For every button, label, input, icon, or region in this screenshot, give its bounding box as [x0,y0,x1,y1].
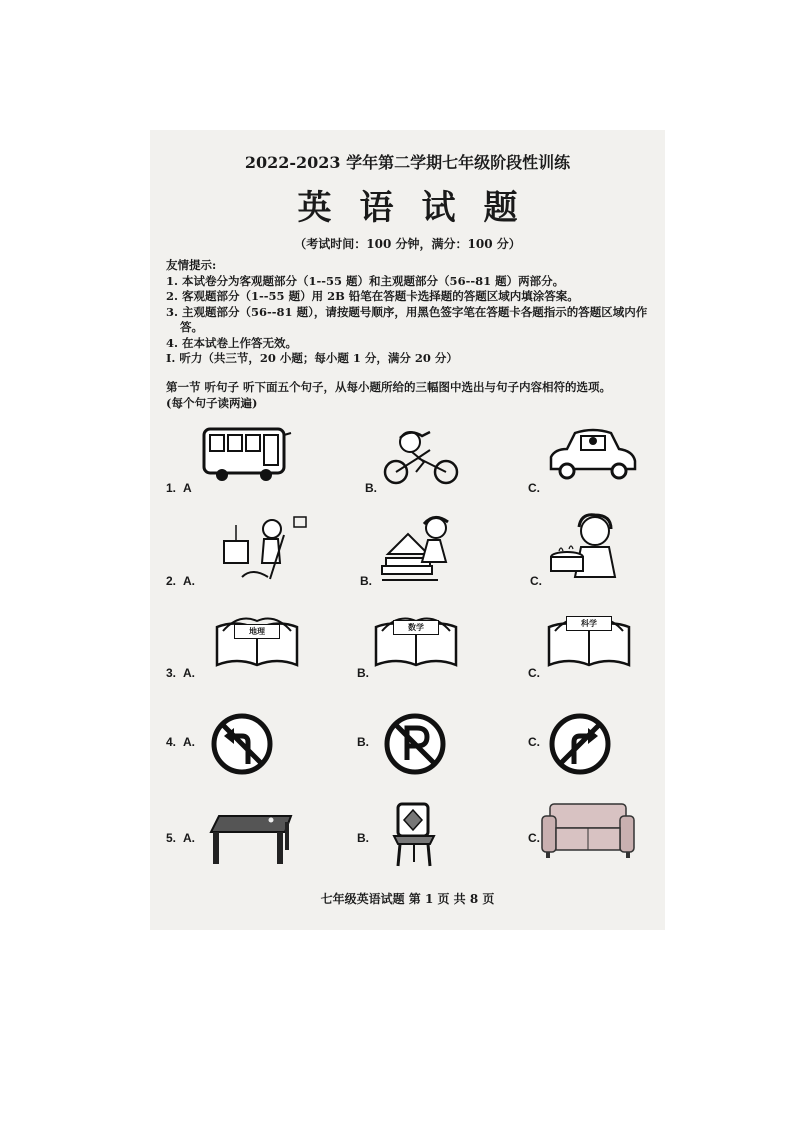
chair-icon [390,800,440,868]
exam-info: （考试时间：100 分钟，满分：100 分） [294,237,521,251]
no-left-turn-icon [210,712,274,776]
no-right-turn-icon [548,712,612,776]
tip-item: 4. 在本试卷上作答无效。 [166,335,298,350]
tip-item: 1. 本试卷分为客观题部分（1--55 题）和主观题部分（56--81 题）两部分。 [166,273,565,288]
option-a-label: A. [183,574,195,588]
question-number: 1. [166,481,177,495]
section-instructions [166,380,661,411]
exam-title: 2022-2023 学年第二学期七年级阶段性训练 [244,153,571,172]
option-c-label: C. [528,831,540,845]
page-footer: 七年级英语试题 第 1 页 共 8 页 [320,892,495,906]
book-icon [372,605,462,670]
option-a-label: A. [183,666,195,680]
option-b-label: B. [360,574,372,588]
option-b-label: B. [357,831,369,845]
subject-title: 英语试题 [297,188,546,228]
question-number: 4. [166,735,177,749]
option-a-label: A. [183,735,195,749]
option-b-label: B. [357,735,369,749]
reading-icon [378,514,463,586]
tip-item: 2. 客观题部分（1--55 题）用 2B 铅笔在答题卡选择题的答题区域内填涂答案。 [166,289,579,303]
option-c-label: C. [528,666,540,680]
no-parking-icon [383,712,447,776]
option-a-label: A [183,481,192,495]
cycling-girl-icon [380,428,470,488]
option-c-label: C. [528,735,540,749]
cooking-icon [545,513,635,585]
section-note: (每个句子读两遍) [166,395,258,410]
question-number: 2. [166,574,177,588]
listening-part-title: I. 听力（共三节，20 小题；每小题 1 分，满分 20 分） [166,351,458,365]
option-a-label: A. [183,831,195,845]
table-icon [205,808,300,868]
book-subject-label: 科学 [566,616,612,631]
tip-item: 3. 主观题部分（56--81 题），请按题号顺序，用黑色签字笔在答题卡各题指示的答题区域内作答。 [166,304,648,334]
tips-block [166,258,661,367]
book-subject-label: 数学 [393,620,439,635]
section-title: 第一节 听句子 听下面五个句子，从每小题所给的三幅图中选出与句子内容相符的选项。 [166,380,612,394]
question-number: 5. [166,831,177,845]
question-number: 3. [166,666,177,680]
option-b-label: B. [365,481,377,495]
car-driver-icon [545,425,640,485]
bus-icon [200,425,295,485]
book-subject-label: 地理 [234,624,280,639]
sweeping-icon [222,515,317,585]
option-c-label: C. [530,574,542,588]
sofa-icon [540,800,635,860]
tips-heading: 友情提示: [166,258,217,272]
option-c-label: C. [528,481,540,495]
book-icon [545,605,635,670]
option-b-label: B. [357,666,369,680]
